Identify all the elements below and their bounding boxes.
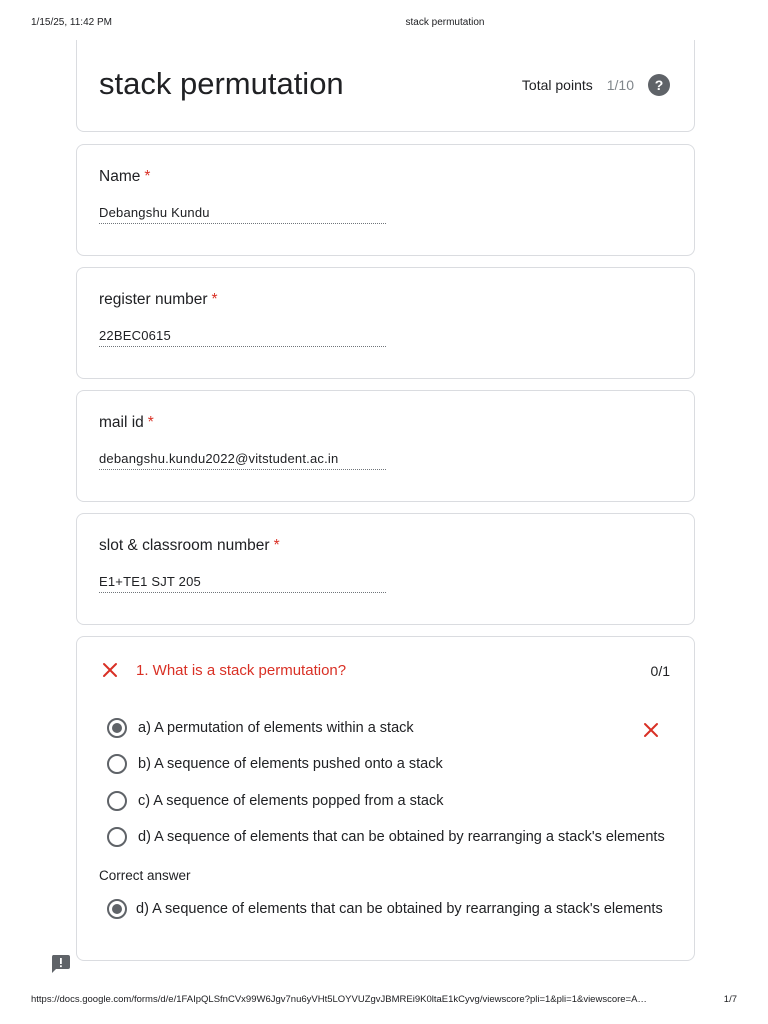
slot-classroom-question-card (76, 513, 695, 625)
incorrect-icon (101, 661, 119, 679)
option-label: a) A permutation of elements within a stack (138, 720, 414, 736)
total-points (522, 74, 670, 96)
report-feedback-icon[interactable] (50, 954, 71, 974)
mail-id-label: mail id * (99, 414, 154, 431)
option-label: c) A sequence of elements popped from a stack (138, 793, 444, 809)
required-asterisk: * (211, 291, 218, 308)
correct-answer-label: Correct answer (99, 868, 191, 883)
register-number-answer: 22BEC0615 (99, 328, 386, 347)
wrong-answer-icon (642, 721, 660, 739)
form-title: stack permutation (99, 66, 344, 101)
svg-text:?: ? (654, 77, 664, 93)
radio-unselected (107, 754, 127, 774)
correct-answer-text: d) A sequence of elements that can be obtained by rearranging a stack's elements (136, 901, 663, 917)
required-asterisk: * (147, 414, 154, 431)
print-doc-title: stack permutation (405, 17, 485, 28)
radio-unselected (107, 791, 127, 811)
option-d (107, 826, 665, 848)
quiz-question-card (76, 636, 695, 961)
print-datetime: 1/15/25, 11:42 PM (31, 17, 112, 28)
question-score: 0/1 (650, 663, 670, 679)
correct-answer-option (107, 898, 663, 920)
slot-classroom-label: slot & classroom number * (99, 537, 280, 554)
option-label: b) A sequence of elements pushed onto a stack (138, 756, 443, 772)
register-number-question-card (76, 267, 695, 379)
print-header (0, 17, 768, 31)
required-asterisk: * (144, 168, 151, 185)
print-page-number: 1/7 (723, 994, 737, 1005)
register-number-label: register number * (99, 291, 218, 308)
print-url: https://docs.google.com/forms/d/e/1FAIpQLSfnCVx99W6Jgv7nu6yVHt5LOYVUZgvJBMREi9K0ltaE1kCyvg/viewscore?pli=1&pli=1&viewscore=A… (31, 994, 647, 1005)
required-asterisk: * (273, 537, 280, 554)
name-label: Name * (99, 168, 151, 185)
radio-selected (107, 899, 127, 919)
question-text: 1. What is a stack permutation? (136, 661, 347, 679)
option-label: d) A sequence of elements that can be obtained by rearranging a stack's elements (138, 829, 665, 845)
option-c (107, 790, 443, 812)
option-b (107, 753, 443, 775)
name-question-card (76, 144, 695, 256)
question-header (101, 661, 346, 679)
radio-unselected (107, 827, 127, 847)
print-footer (0, 994, 768, 1008)
total-points-label: Total points (521, 77, 593, 93)
form-header-card (76, 40, 695, 132)
name-answer: Debangshu Kundu (99, 205, 386, 224)
option-a (107, 717, 414, 739)
radio-selected (107, 718, 127, 738)
mail-id-question-card (76, 390, 695, 502)
total-points-value: 1/10 (606, 77, 634, 93)
help-icon[interactable] (648, 74, 670, 96)
mail-id-answer: debangshu.kundu2022@vitstudent.ac.in (99, 451, 386, 470)
slot-classroom-answer: E1+TE1 SJT 205 (99, 574, 386, 593)
